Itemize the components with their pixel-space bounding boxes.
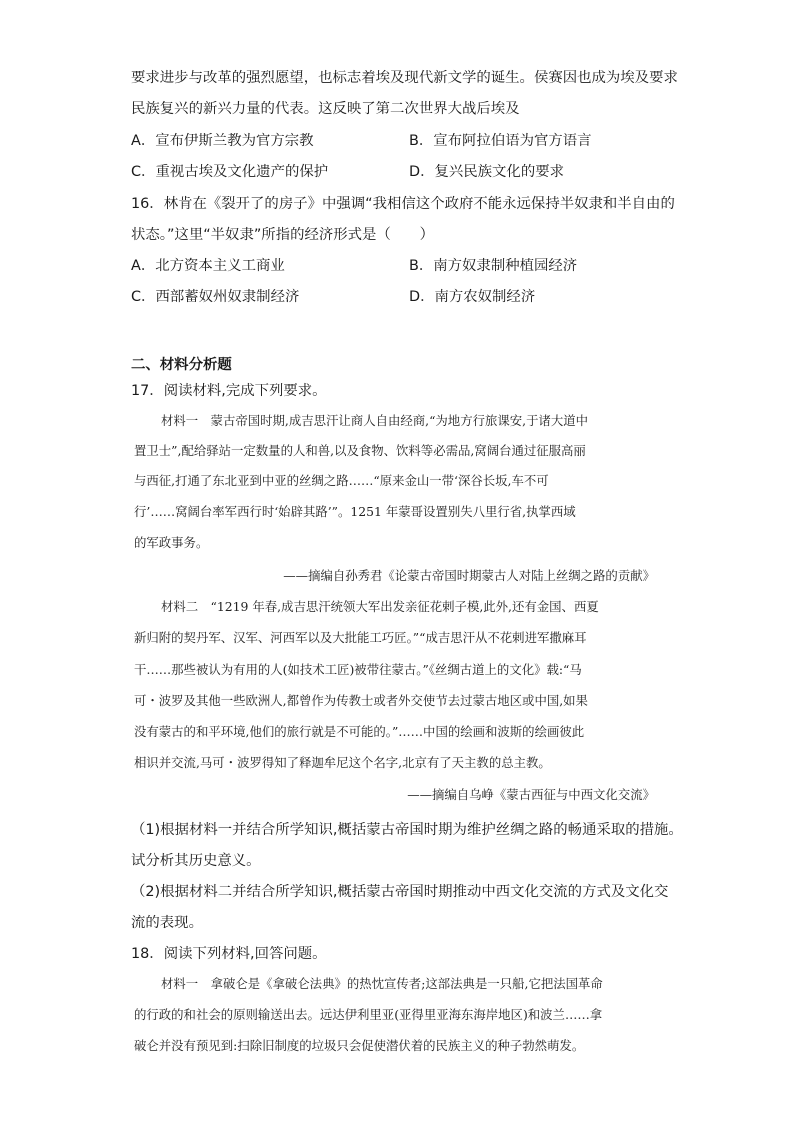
q17-material2-line-1: 材料二 “1219 年春,成吉思汗统领大军出发亲征花剌子模,此外,还有金国、西夏 [161, 599, 599, 614]
q17-material2-line-2: 新归附的契丹军、汉军、河西军以及大批能工巧匠。”“成吉思汗从不花剌进军撒麻耳 [134, 630, 587, 645]
q17-material1-line-5: 的军政事务。 [134, 535, 209, 550]
q15-option-d: D．复兴民族文化的要求 [409, 164, 564, 180]
q17-material2-line-6: 相识并交流,马可・波罗得知了释迦牟尼这个名字,北京有了天主教的总主教。 [134, 755, 551, 770]
q17-source2: ——摘编自乌峥《蒙古西征与中西文化交流》 [407, 787, 655, 802]
q16-option-c: C．西部蓄奴州奴隶制经济 [131, 289, 300, 305]
q17-material1-line-4: 行’……窝阔台率军西行时‘始辟其路’”。1251 年蒙哥设置别失八里行省,执掌西域 [134, 504, 576, 519]
q16-option-d: D．南方农奴制经济 [409, 289, 536, 305]
q17-material1-line-2: 置卫士”,配给驿站一定数量的人和兽,以及食物、饮料等必需品,窝阔台通过征服高丽 [134, 443, 586, 458]
q16-option-a: A．北方资本主义工商业 [131, 258, 285, 274]
q15-option-c: C．重视古埃及文化遗产的保护 [131, 164, 329, 180]
q17-material2-line-4: 可・波罗及其他一些欧洲人,都曾作为传教士或者外交使节去过蒙古地区或中国,如果 [134, 693, 588, 708]
q17-source1: ——摘编自孙秀君《论蒙古帝国时期蒙古人对陆上丝绸之路的贡献》 [283, 568, 655, 583]
q17-sub2-line-1: （2)根据材料二并结合所学知识,概括蒙古帝国时期推动中西文化交流的方式及文化交 [131, 884, 669, 900]
q18-stem: 18．阅读下列材料,回答问题。 [131, 946, 327, 962]
q15-option-a: A．宣布伊斯兰教为官方宗教 [131, 133, 314, 149]
intro-line-1: 要求进步与改革的强烈愿望，也标志着埃及现代新文学的诞生。侯赛因也成为埃及要求 [131, 70, 678, 86]
q17-material2-line-5: 没有蒙古的和平环境,他们的旅行就是不可能的。”……中国的绘画和波斯的绘画彼此 [134, 724, 585, 739]
q18-material1-line-1: 材料一 拿破仑是《拿破仑法典》的热忱宣传者;这部法典是一只船,它把法国革命 [161, 976, 603, 991]
q17-stem: 17．阅读材料,完成下列要求。 [131, 383, 327, 399]
q17-material1-line-1: 材料一 蒙古帝国时期,成吉思汗让商人自由经商,“为地方行旅课安,于诸大道中 [161, 413, 589, 428]
q16-stem-line-1: 16．林肯在《裂开了的房子》中强调“我相信这个政府不能永远保持半奴隶和半自由的 [131, 196, 675, 212]
q18-material1-line-3: 破仑并没有预见到:扫除旧制度的垃圾只会促使潜伏着的民族主义的种子勃然萌发。 [134, 1038, 585, 1053]
q17-material1-line-3: 与西征,打通了东北亚到中亚的丝绸之路……“原来金山一带‘深谷长坂,车不可 [134, 473, 549, 488]
section-heading: 二、材料分析题 [131, 357, 232, 373]
q16-stem-line-2: 状态。”这里“半奴隶”所指的经济形式是（ ） [131, 227, 434, 243]
q17-sub1-line-1: （1)根据材料一并结合所学知识,概括蒙古帝国时期为维护丝绸之路的畅通采取的措施。 [131, 822, 683, 838]
q15-option-b: B．宣布阿拉伯语为官方语言 [409, 133, 592, 149]
q16-option-b: B．南方奴隶制种植园经济 [409, 258, 578, 274]
q17-sub2-line-2: 流的表现。 [131, 915, 203, 931]
q18-material1-line-2: 的行政的和社会的原则输送出去。远达伊利里亚(亚得里亚海东海岸地区)和波兰……拿 [134, 1007, 603, 1022]
intro-line-2: 民族复兴的新兴力量的代表。这反映了第二次世界大战后埃及 [131, 101, 520, 117]
q17-sub1-line-2: 试分析其历史意义。 [131, 853, 261, 869]
q17-material2-line-3: 干……那些被认为有用的人(如技术工匠)被带往蒙古。”《丝绸古道上的文化》载:“马 [134, 662, 582, 677]
